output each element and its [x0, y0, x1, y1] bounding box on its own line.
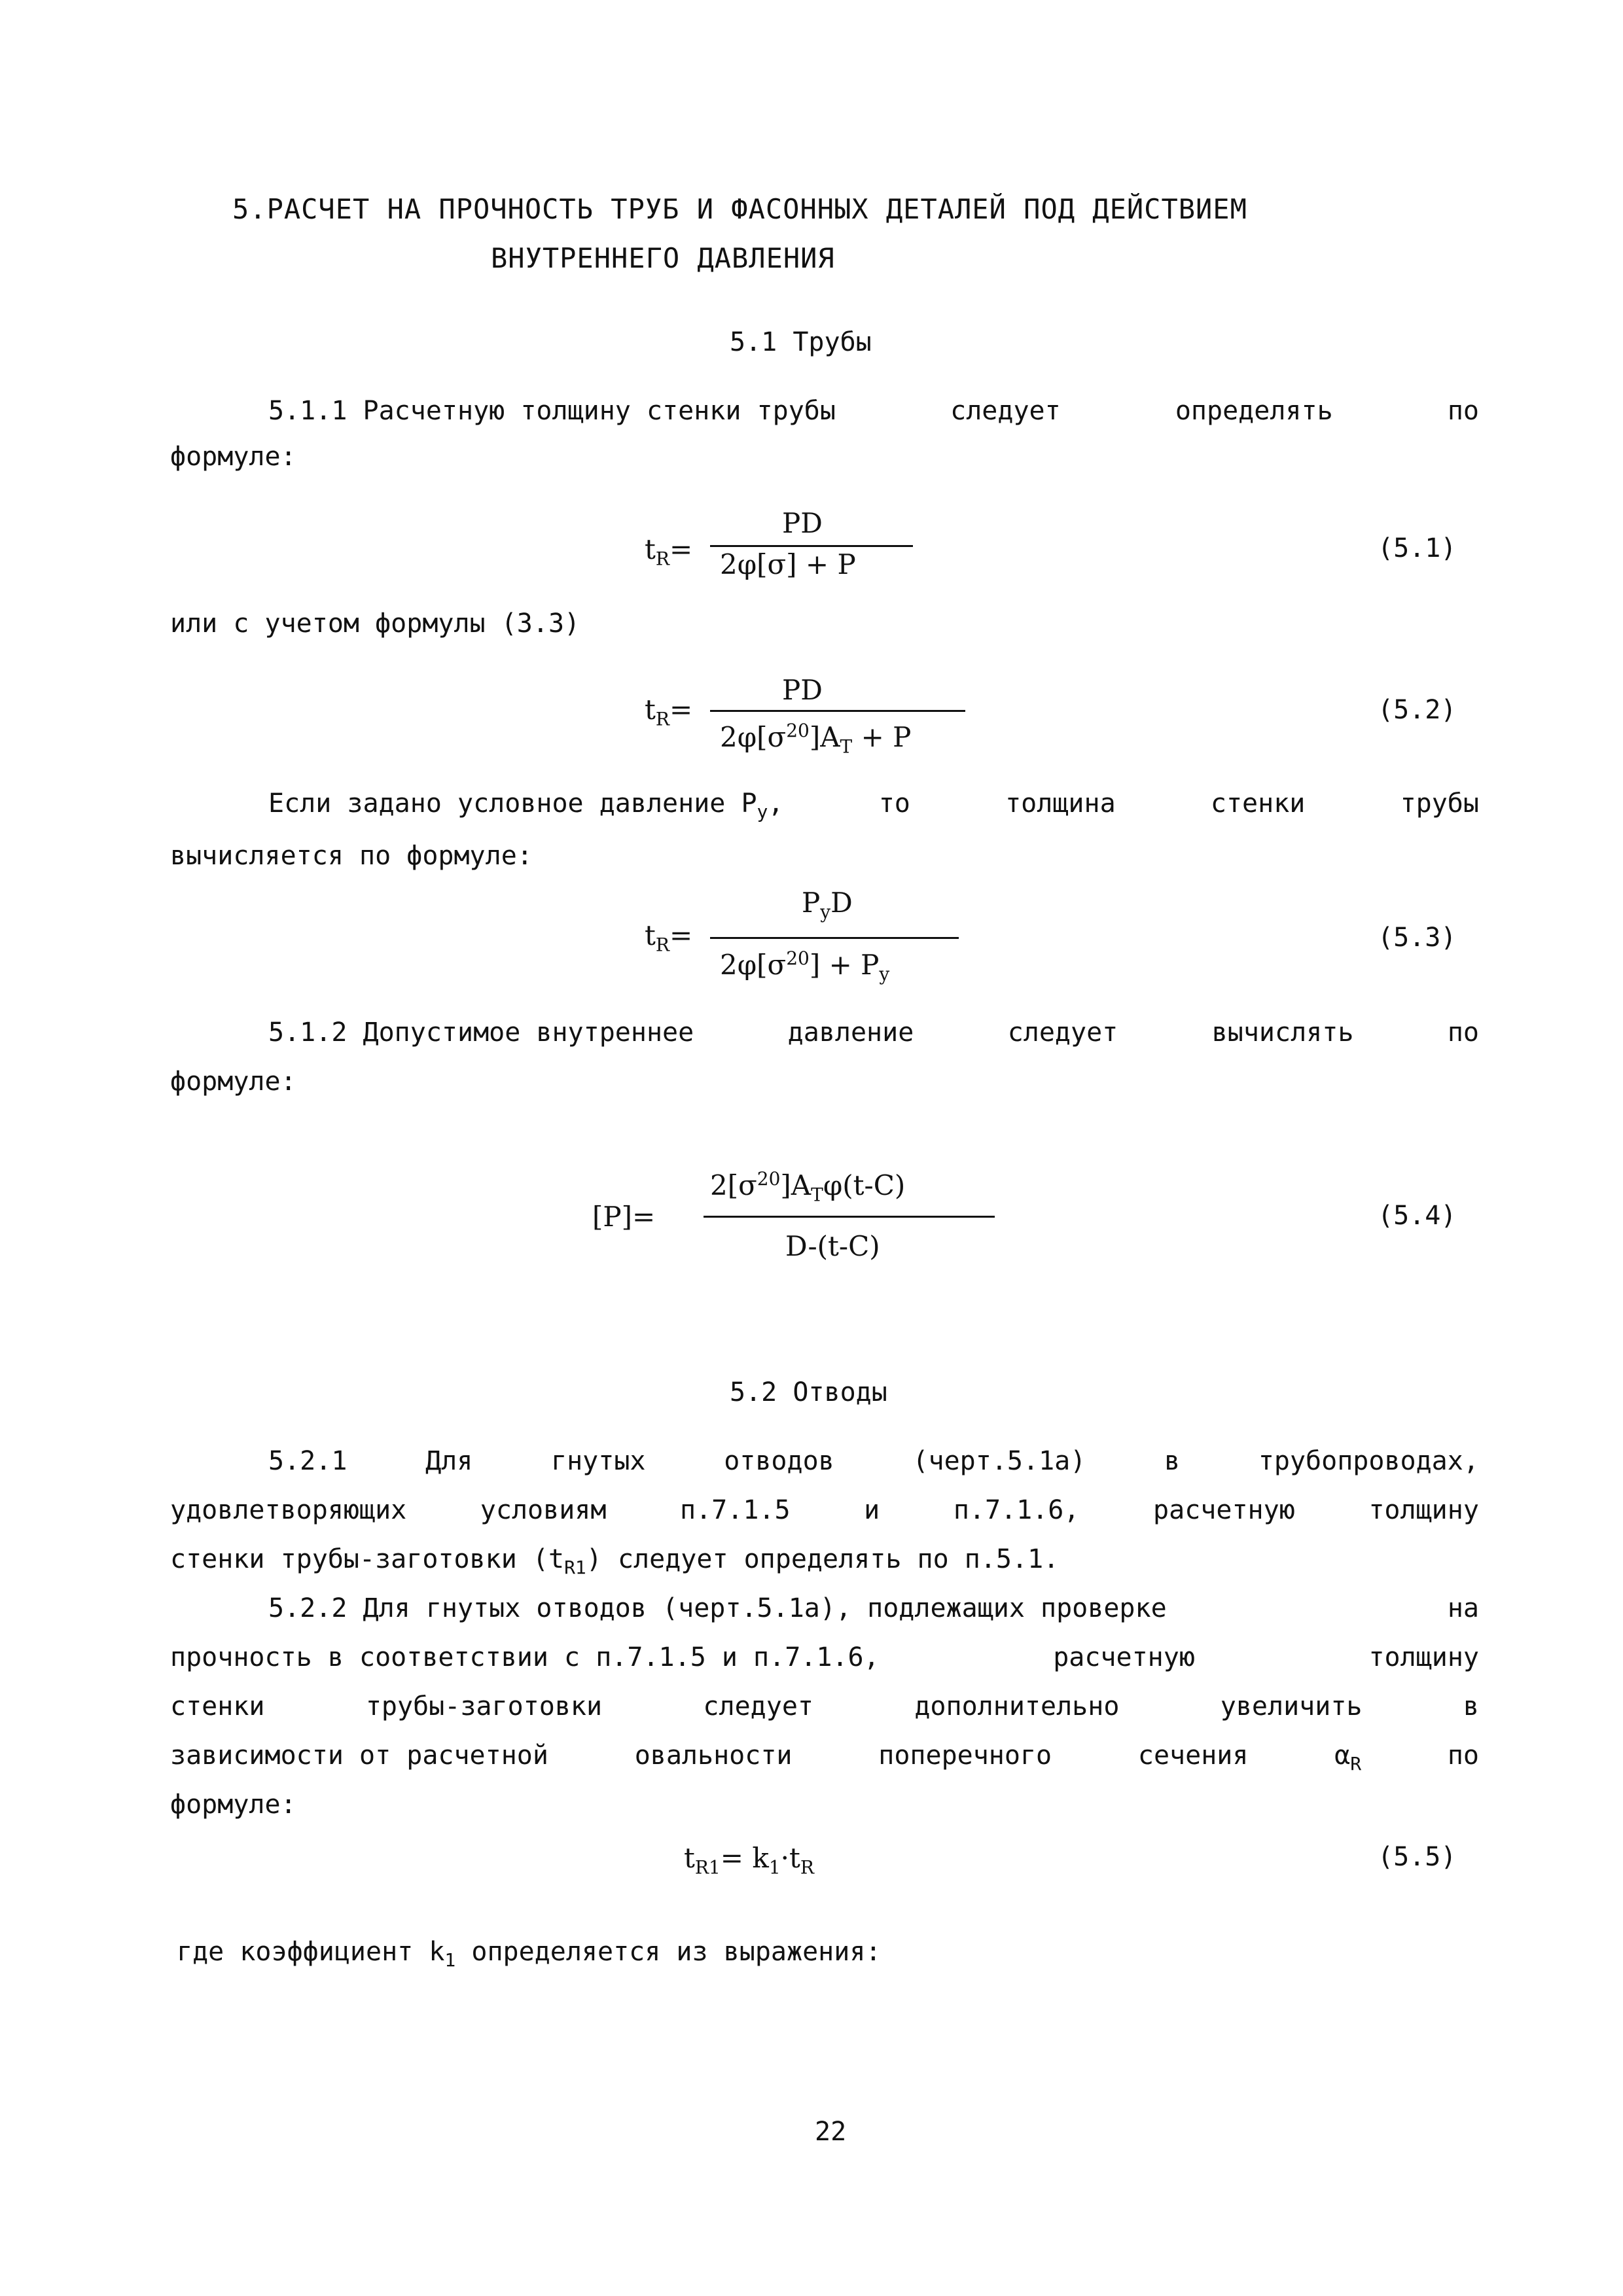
formula-5-2-fraction-bar: [710, 710, 965, 712]
paragraph-5-1-1-line1: [268, 396, 1479, 426]
text-segment: 5.1.1 Расчетную толщину стенки трубы: [268, 396, 836, 426]
formula-5-2-lhs: $t_R=$: [645, 694, 693, 730]
formula-5-4-number: (5.4): [1378, 1201, 1457, 1231]
formula-5-1-numerator: PD: [782, 507, 823, 539]
formula-5-5: $t_{R1}= k_1\cdot t_R$: [684, 1842, 814, 1879]
text-segment: (черт.5.1а): [912, 1446, 1086, 1476]
text-segment: определять: [1175, 396, 1333, 426]
text-segment: 5.1.2 Допустимое внутреннее: [268, 1017, 694, 1048]
formula-5-4-fraction-bar: [704, 1216, 995, 1218]
paragraph-5-2-2-line1: [268, 1593, 1479, 1623]
text-segment: трубы: [1400, 788, 1479, 819]
formula-5-1-denominator: 2φ[σ] + P: [720, 548, 856, 580]
text-segment: увеличить: [1220, 1691, 1363, 1722]
text-segment: толщина: [1005, 788, 1116, 819]
formula-5-4-lhs: [P]=: [592, 1201, 656, 1233]
text-segment: следует: [1007, 1017, 1118, 1048]
text-segment: сечения: [1137, 1740, 1249, 1771]
paragraph-5-1-2-line1: [268, 1017, 1479, 1048]
formula-5-3-denominator: $2\varphi[\sigma^{20}] + P_y$: [720, 947, 890, 985]
text-segment: овальности: [634, 1740, 793, 1771]
text-segment: отводов: [724, 1446, 834, 1476]
text-segment: стенки: [170, 1691, 265, 1722]
subsection-bends-title: 5.2 Отводы: [730, 1377, 887, 1407]
text-segment: трубы-заготовки: [365, 1691, 603, 1722]
text-segment: 5.2.1: [268, 1446, 348, 1476]
text-segment: на: [1447, 1593, 1479, 1623]
text-segment: расчетную: [1053, 1642, 1195, 1672]
text-segment: поперечного: [878, 1740, 1052, 1771]
text-segment: гнутых: [551, 1446, 646, 1476]
formula-5-2-number: (5.2): [1378, 695, 1457, 725]
formula-5-1-lhs: $t_R=$: [645, 533, 693, 570]
formula-5-1-fraction-bar: [710, 545, 913, 547]
text-segment: п.7.1.5: [680, 1495, 791, 1525]
text-segment: следует: [950, 396, 1061, 426]
section-title-line2: ВНУТРЕННЕГО ДАВЛЕНИЯ: [491, 242, 835, 274]
subsection-pipes-title: 5.1 Трубы: [730, 327, 872, 357]
formula-5-2-numerator: PD: [782, 674, 823, 706]
formula-5-3-lhs: $t_R=$: [645, 919, 693, 956]
text-segment: давление: [787, 1017, 914, 1048]
paragraph-5-2-2-line2: [170, 1642, 1479, 1672]
formula-5-4-denominator: D-(t-C): [785, 1230, 880, 1262]
text-segment: толщину: [1368, 1495, 1479, 1525]
text-segment: удовлетворяющих: [170, 1495, 407, 1525]
text-segment: $\alpha_R$: [1334, 1740, 1362, 1775]
text-segment: п.7.1.6,: [953, 1495, 1080, 1525]
paragraph-5-2-1-line1: [268, 1446, 1479, 1476]
text-segment: Если задано условное давление $P_y$,: [268, 788, 784, 822]
formula-5-5-number: (5.5): [1378, 1842, 1457, 1872]
text-segment: в: [1164, 1446, 1181, 1476]
paragraph-5-2-2-line4: [170, 1740, 1479, 1775]
text-segment: то: [878, 788, 910, 819]
formula-5-1-number: (5.1): [1378, 533, 1457, 563]
text-segment: расчетную: [1153, 1495, 1295, 1525]
paragraph-nominal-pressure-line1: [268, 788, 1479, 822]
formula-5-3-number: (5.3): [1378, 923, 1457, 953]
section-title-line1: 5.РАСЧЕТ НА ПРОЧНОСТЬ ТРУБ И ФАСОННЫХ ДЕТАЛЕЙ ПОД ДЕЙСТВИЕМ: [232, 193, 1247, 225]
paragraph-5-2-1-line3: стенки трубы-заготовки $(t_{R1})$ следует определять по п.5.1.: [170, 1544, 1060, 1578]
text-segment: трубопроводах,: [1258, 1446, 1479, 1476]
text-segment: следует: [703, 1691, 813, 1722]
text-segment: по: [1447, 396, 1479, 426]
paragraph-5-2-2-line3: [170, 1691, 1479, 1722]
coefficient-definition-text: где коэффициент $k_1$ определяется из выражения:: [177, 1937, 882, 1971]
page-number: 22: [815, 2117, 847, 2147]
text-segment: толщину: [1368, 1642, 1479, 1672]
text-segment: дополнительно: [914, 1691, 1120, 1722]
formula-5-4-numerator: $2[\sigma^{20}]A_T\varphi(t-C)$: [710, 1168, 906, 1206]
text-segment: 5.2.2 Для гнутых отводов (черт.5.1а), подлежащих проверке: [268, 1593, 1167, 1623]
formula-5-2-denominator: $2\varphi[\sigma^{20}]A_T + P$: [720, 720, 912, 758]
text-segment: в: [1463, 1691, 1479, 1722]
text-segment: зависимости от расчетной: [170, 1740, 548, 1771]
text-segment: по: [1447, 1740, 1479, 1771]
text-segment: по: [1447, 1017, 1479, 1048]
text-segment: вычислять: [1211, 1017, 1354, 1048]
paragraph-5-2-2-line5: формуле:: [170, 1790, 296, 1820]
paragraph-5-1-1-line2: формуле:: [170, 442, 296, 472]
text-segment: Для: [425, 1446, 473, 1476]
paragraph-5-2-1-line2: [170, 1495, 1479, 1525]
formula-5-3-fraction-bar: [710, 937, 959, 939]
text-segment: условиям: [480, 1495, 607, 1525]
text-segment: прочность в соответствии с п.7.1.5 и п.7.1.6,: [170, 1642, 880, 1672]
formula-5-3-numerator: $P_yD$: [802, 887, 853, 923]
text-segment: стенки: [1210, 788, 1306, 819]
text-segment: и: [864, 1495, 880, 1525]
paragraph-nominal-pressure-line2: вычисляется по формуле:: [170, 841, 533, 871]
paragraph-5-1-2-line2: формуле:: [170, 1067, 296, 1097]
or-with-formula-text: или с учетом формулы (3.3): [170, 609, 580, 639]
